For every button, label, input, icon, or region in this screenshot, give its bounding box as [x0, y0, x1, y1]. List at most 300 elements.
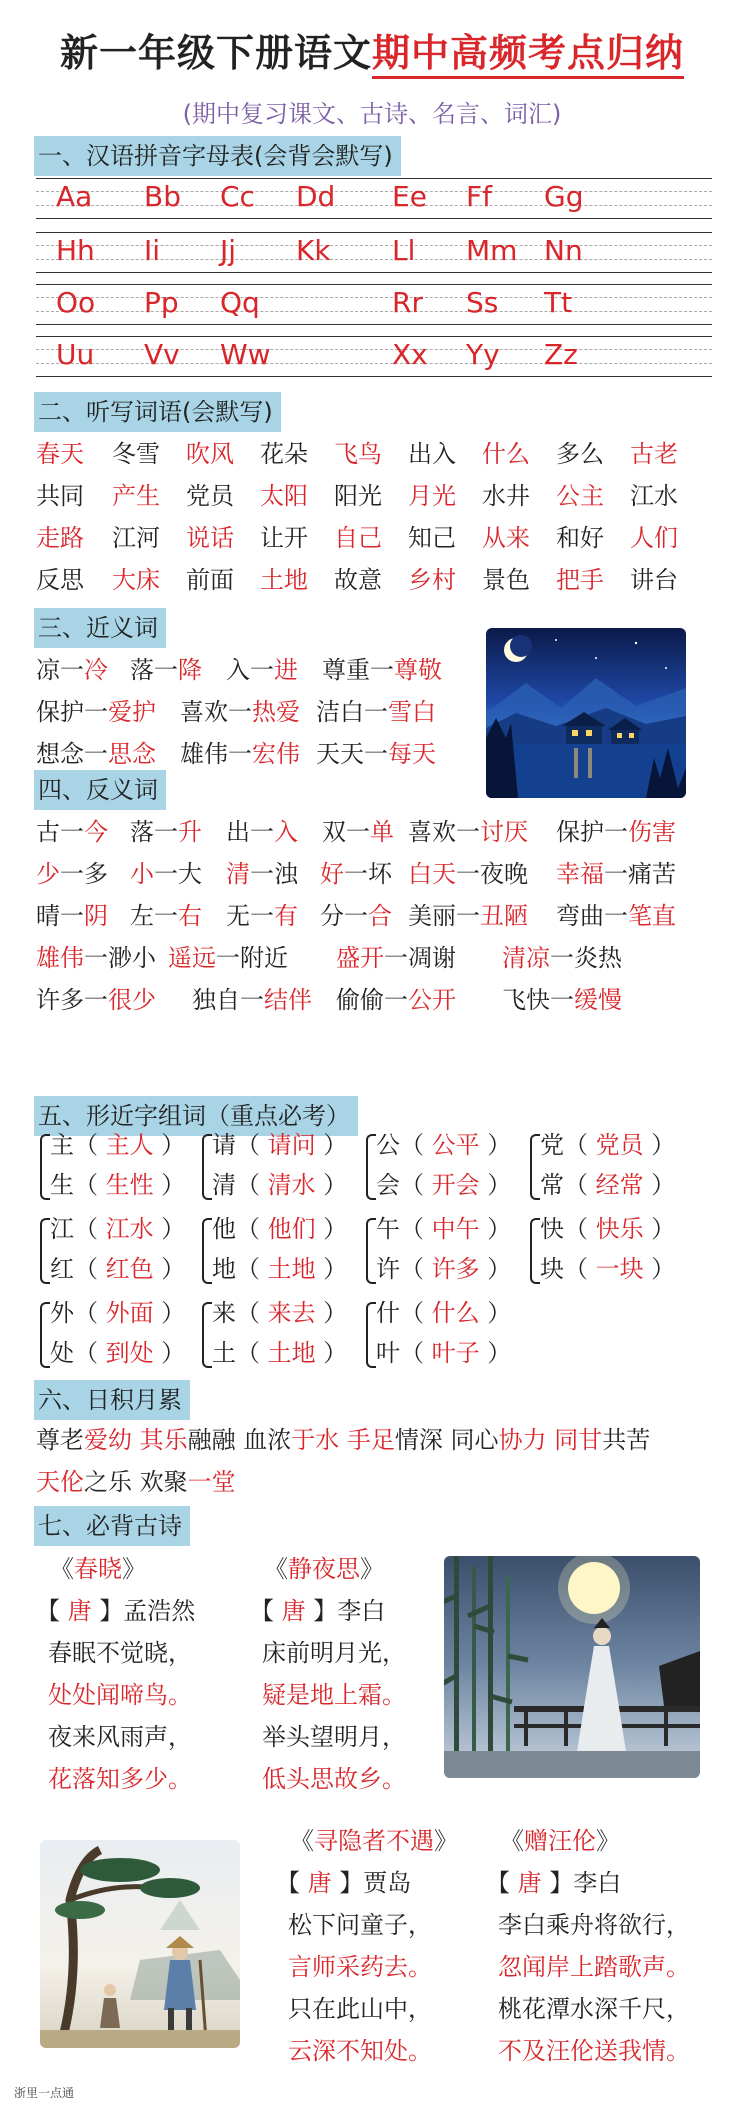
word: 土地 — [260, 566, 308, 594]
antonym-pair — [36, 896, 108, 936]
similar-char-group — [198, 1210, 358, 1290]
synonym-answer: 热爱 — [252, 698, 300, 726]
poem-line: 只在此山中， — [288, 1995, 432, 2023]
pinyin-letter: Ss — [466, 286, 499, 319]
pinyin-letter: Cc — [220, 180, 255, 213]
pinyin-rule — [36, 284, 712, 285]
compound-word: 党员 — [595, 1131, 644, 1159]
paren-open: （ — [74, 1131, 106, 1159]
similar-char-line — [50, 1250, 185, 1288]
antonym-pair — [336, 938, 456, 978]
pinyin-letter: Ii — [144, 234, 161, 267]
synonym-answer: 尊敬 — [394, 656, 442, 684]
antonym-part: 白天 — [408, 860, 456, 888]
similar-char-line — [212, 1294, 347, 1332]
antonym-part: 盛开 — [336, 944, 384, 972]
word: 前面 — [186, 566, 234, 594]
pinyin-guide — [36, 259, 712, 260]
bracket — [40, 1134, 50, 1200]
similar-char-line — [50, 1166, 185, 1204]
pinyin-letter: Bb — [144, 180, 181, 213]
antonym-part: 今 — [84, 818, 108, 846]
similar-char-line — [376, 1126, 511, 1164]
synonym-pair — [322, 650, 442, 690]
pinyin-letter: Ff — [466, 180, 492, 213]
character: 他 — [212, 1215, 236, 1243]
antonym-row — [36, 854, 726, 894]
word: 春天 — [36, 440, 84, 468]
poem-dynasty: 唐 — [300, 1869, 340, 1897]
antonym-part: 一大 — [154, 860, 202, 888]
similar-char-line — [212, 1210, 347, 1248]
pinyin-letter: Pp — [144, 286, 179, 319]
word: 故意 — [334, 566, 382, 594]
antonym-part: 单 — [370, 818, 394, 846]
poem-author-name: 贾岛 — [363, 1869, 412, 1897]
antonym-part: 缓慢 — [574, 986, 622, 1014]
synonym-word: 尊重一 — [322, 656, 394, 684]
pinyin-rule — [36, 232, 712, 233]
section-heading-antonyms: 四、反义词 — [34, 770, 166, 810]
antonym-pair — [556, 854, 676, 894]
idiom-part: 于水 — [291, 1426, 340, 1454]
section-heading-words: 二、听写词语(会默写) — [34, 392, 281, 432]
title-open: 《 — [500, 1827, 524, 1855]
antonym-part: 有 — [274, 902, 298, 930]
paren-open: （ — [564, 1171, 596, 1199]
similar-char-line — [376, 1294, 511, 1332]
similar-char-line — [376, 1166, 511, 1204]
idiom-part: 情深 — [394, 1426, 443, 1454]
poem-author — [36, 1590, 195, 1632]
poem-title — [36, 1548, 195, 1590]
idiom-part: 天伦 — [36, 1468, 84, 1496]
poem-dynasty: 唐 — [60, 1597, 100, 1625]
antonym-part: 美丽一 — [408, 902, 480, 930]
bracket — [40, 1218, 50, 1284]
idiom-part: 其乐 — [139, 1426, 188, 1454]
antonym-part: 弯曲一 — [556, 902, 628, 930]
title-part1: 新一年级下册语文 — [59, 31, 372, 75]
character: 快 — [540, 1215, 564, 1243]
poem-title — [276, 1820, 458, 1862]
synonym-word: 入一 — [226, 656, 274, 684]
antonym-pair — [130, 812, 202, 852]
synonym-row — [36, 650, 476, 690]
poem-title-text: 赠汪伦 — [524, 1827, 596, 1855]
poem-line: 低头思故乡。 — [262, 1765, 406, 1793]
similar-char-line — [50, 1210, 185, 1248]
character: 主 — [50, 1131, 74, 1159]
synonym-word: 凉一 — [36, 656, 84, 684]
antonym-pair — [408, 812, 528, 852]
similar-char-line — [540, 1250, 675, 1288]
antonym-part: 晴一 — [36, 902, 84, 930]
dynasty-open: 【 — [250, 1597, 274, 1625]
poem-line: 桃花潭水深千尺， — [498, 1995, 690, 2023]
title-close: 》 — [434, 1827, 458, 1855]
synonym-pair — [316, 692, 436, 732]
poem-line: 言师采药去。 — [288, 1953, 432, 1981]
paren-open: （ — [236, 1255, 268, 1283]
synonym-pair — [130, 650, 202, 690]
antonym-pair — [36, 980, 156, 1020]
compound-word: 开会 — [431, 1171, 480, 1199]
paren-close: ） — [315, 1299, 348, 1327]
character: 块 — [540, 1255, 564, 1283]
pinyin-row — [36, 232, 712, 274]
synonym-row — [36, 692, 476, 732]
idiom-part: 爱幼 — [84, 1426, 132, 1454]
compound-word: 许多 — [431, 1255, 480, 1283]
character: 来 — [212, 1299, 236, 1327]
character: 土 — [212, 1339, 236, 1367]
compound-word: 请问 — [267, 1131, 316, 1159]
bracket — [366, 1218, 376, 1284]
pinyin-letter: Mm — [466, 234, 518, 267]
paren-open: （ — [400, 1339, 432, 1367]
title-close: 》 — [360, 1555, 384, 1583]
compound-word: 到处 — [105, 1339, 154, 1367]
poem-author-name: 李白 — [573, 1869, 622, 1897]
antonym-part: 入 — [274, 818, 298, 846]
antonym-part: 清凉 — [502, 944, 550, 972]
paren-close: ） — [479, 1171, 512, 1199]
synonym-answer: 宏伟 — [252, 740, 300, 768]
character: 许 — [376, 1255, 400, 1283]
similar-char-line — [376, 1210, 511, 1248]
compound-word: 清水 — [267, 1171, 316, 1199]
word: 出入 — [408, 440, 456, 468]
pinyin-letter: Tt — [544, 286, 573, 319]
antonym-part: 合 — [368, 902, 392, 930]
antonym-part: 好 — [320, 860, 344, 888]
poem-author-name: 李白 — [337, 1597, 386, 1625]
paren-open: （ — [564, 1131, 596, 1159]
paren-open: （ — [236, 1339, 268, 1367]
page-title — [0, 22, 744, 77]
compound-word: 中午 — [431, 1215, 480, 1243]
pinyin-rule — [36, 272, 712, 273]
pinyin-letter: Kk — [296, 234, 331, 267]
pinyin-letter: Yy — [466, 338, 500, 371]
title-close: 》 — [596, 1827, 620, 1855]
paren-open: （ — [74, 1215, 106, 1243]
antonym-part: 落一 — [130, 818, 178, 846]
similar-char-line — [212, 1334, 347, 1372]
paren-open: （ — [74, 1339, 106, 1367]
character: 江 — [50, 1215, 74, 1243]
bracket — [366, 1302, 376, 1368]
pinyin-letter: Ll — [392, 234, 416, 267]
idiom-part: 尊老 — [36, 1426, 84, 1454]
antonym-part: 阴 — [84, 902, 108, 930]
character: 公 — [376, 1131, 400, 1159]
bracket — [202, 1218, 212, 1284]
pinyin-guide — [36, 191, 712, 192]
character: 生 — [50, 1171, 74, 1199]
antonym-part: 一多 — [60, 860, 108, 888]
paren-close: ） — [479, 1339, 512, 1367]
title-open: 《 — [264, 1555, 288, 1583]
idiom-part: 同甘 — [554, 1426, 603, 1454]
antonym-part: 升 — [178, 818, 202, 846]
similar-char-group — [36, 1210, 196, 1290]
compound-word: 红色 — [105, 1255, 154, 1283]
word: 花朵 — [260, 440, 308, 468]
antonym-part: 偷偷一 — [336, 986, 408, 1014]
pinyin-letter: Jj — [220, 234, 237, 267]
antonym-part: 一炎热 — [550, 944, 622, 972]
section-heading-pinyin: 一、汉语拼音字母表(会背会默写) — [34, 136, 401, 176]
word: 江河 — [112, 524, 160, 552]
synonym-word: 落一 — [130, 656, 178, 684]
antonym-part: 幸福 — [556, 860, 604, 888]
similar-char-line — [212, 1126, 347, 1164]
pinyin-letter: Ee — [392, 180, 427, 213]
compound-word: 外面 — [105, 1299, 154, 1327]
word: 江水 — [630, 482, 678, 510]
dynasty-open: 【 — [486, 1869, 510, 1897]
word: 冬雪 — [112, 440, 160, 468]
antonym-pair — [130, 854, 202, 894]
character: 地 — [212, 1255, 236, 1283]
compound-word: 一块 — [595, 1255, 644, 1283]
character: 会 — [376, 1171, 400, 1199]
synonym-word: 保护一 — [36, 698, 108, 726]
antonym-pair — [130, 896, 202, 936]
similar-char-line — [50, 1126, 185, 1164]
synonym-answer: 思念 — [108, 740, 156, 768]
idiom-part: 血浓 — [235, 1426, 292, 1454]
antonym-part: 右 — [178, 902, 202, 930]
antonym-part: 小 — [130, 860, 154, 888]
word: 走路 — [36, 524, 84, 552]
character: 清 — [212, 1171, 236, 1199]
paren-open: （ — [74, 1171, 106, 1199]
antonym-pair — [408, 854, 528, 894]
word: 吹风 — [186, 440, 234, 468]
word-row — [36, 560, 716, 600]
poem-dynasty: 唐 — [274, 1597, 314, 1625]
similar-char-line — [376, 1334, 511, 1372]
synonym-pair — [36, 734, 156, 774]
compound-word: 主人 — [105, 1131, 154, 1159]
word: 反思 — [36, 566, 84, 594]
antonym-pair — [556, 812, 676, 852]
poem-line: 花落知多少。 — [48, 1765, 192, 1793]
antonym-pair — [226, 854, 298, 894]
antonym-part: 飞快一 — [502, 986, 574, 1014]
pinyin-rule — [36, 218, 712, 219]
antonym-part: 一痛苦 — [604, 860, 676, 888]
compound-word: 经常 — [595, 1171, 644, 1199]
dynasty-open: 【 — [276, 1869, 300, 1897]
antonym-part: 结伴 — [264, 986, 312, 1014]
similar-char-group — [362, 1294, 522, 1374]
paren-close: ） — [153, 1299, 186, 1327]
footer-watermark: 浙里一点通 — [14, 2086, 75, 2100]
antonym-row — [36, 980, 726, 1020]
pinyin-letter: Qq — [220, 286, 260, 319]
poem-line: 举头望明月， — [262, 1723, 406, 1751]
pinyin-letter: Rr — [392, 286, 423, 319]
similar-char-line — [540, 1166, 675, 1204]
character: 红 — [50, 1255, 74, 1283]
antonym-part: 讨厌 — [480, 818, 528, 846]
pinyin-letter: Uu — [56, 338, 95, 371]
dynasty-close: 】 — [99, 1597, 124, 1625]
antonym-pair — [226, 812, 298, 852]
title-open: 《 — [290, 1827, 314, 1855]
antonym-part: 少 — [36, 860, 60, 888]
poem-line: 云深不知处。 — [288, 2037, 432, 2065]
idiom-row — [36, 1462, 236, 1502]
synonym-answer: 每天 — [388, 740, 436, 768]
pinyin-letter: Zz — [544, 338, 578, 371]
antonym-pair — [336, 980, 456, 1020]
similar-char-line — [50, 1334, 185, 1372]
pinyin-guide — [36, 245, 712, 246]
compound-word: 快乐 — [595, 1215, 644, 1243]
page-subtitle: (期中复习课文、古诗、名言、词汇) — [182, 100, 562, 128]
paren-open: （ — [236, 1299, 268, 1327]
word: 党员 — [186, 482, 234, 510]
idiom-part: 融融 — [187, 1426, 236, 1454]
paren-close: ） — [643, 1131, 676, 1159]
word: 人们 — [630, 524, 678, 552]
similar-char-line — [212, 1250, 347, 1288]
antonym-part: 喜欢一 — [408, 818, 480, 846]
compound-word: 公平 — [431, 1131, 480, 1159]
synonym-word: 天天一 — [316, 740, 388, 768]
paren-close: ） — [153, 1255, 186, 1283]
idiom-part: 手足 — [346, 1426, 395, 1454]
synonym-word: 喜欢一 — [180, 698, 252, 726]
word: 太阳 — [260, 482, 308, 510]
poem-line: 夜来风雨声， — [48, 1723, 192, 1751]
paren-close: ） — [479, 1215, 512, 1243]
pinyin-letter: Xx — [392, 338, 428, 371]
idiom-part — [339, 1426, 347, 1454]
similar-char-group — [36, 1126, 196, 1206]
antonym-part: 伤害 — [628, 818, 676, 846]
pinyin-rule — [36, 336, 712, 337]
bracket — [40, 1302, 50, 1368]
word: 共同 — [36, 482, 84, 510]
paren-open: （ — [236, 1131, 268, 1159]
poem-author-name: 孟浩然 — [123, 1597, 196, 1625]
poem-title-text: 寻隐者不遇 — [314, 1827, 434, 1855]
antonym-pair — [502, 938, 622, 978]
antonym-pair — [168, 938, 288, 978]
antonym-part: 雄伟 — [36, 944, 84, 972]
antonym-part: 一附近 — [216, 944, 288, 972]
paren-open: （ — [400, 1215, 432, 1243]
poem-line: 不及汪伦送我情。 — [498, 2037, 690, 2065]
antonym-pair — [192, 980, 312, 1020]
pinyin-letter: Oo — [56, 286, 96, 319]
paren-close: ） — [153, 1171, 186, 1199]
paren-close: ） — [315, 1215, 348, 1243]
idiom-part: 协力 — [498, 1426, 547, 1454]
poem-line: 床前明月光， — [262, 1639, 406, 1667]
poem-author — [276, 1862, 458, 1904]
poem-line: 松下问童子， — [288, 1911, 432, 1939]
similar-char-group — [526, 1210, 686, 1290]
pinyin-rule — [36, 324, 712, 325]
dynasty-close: 】 — [549, 1869, 574, 1897]
moon-scholar-image — [444, 1556, 700, 1778]
paren-open: （ — [236, 1171, 268, 1199]
similar-char-group — [36, 1294, 196, 1374]
compound-word: 什么 — [431, 1299, 480, 1327]
paren-open: （ — [400, 1255, 432, 1283]
bracket — [530, 1134, 540, 1200]
poem-author — [250, 1590, 406, 1632]
paren-close: ） — [153, 1215, 186, 1243]
similar-char-line — [540, 1210, 675, 1248]
synonym-answer: 雪白 — [388, 698, 436, 726]
word: 自己 — [334, 524, 382, 552]
synonym-pair — [180, 734, 300, 774]
paren-close: ） — [153, 1131, 186, 1159]
paren-open: （ — [74, 1255, 106, 1283]
similar-char-line — [50, 1294, 185, 1332]
paren-close: ） — [479, 1255, 512, 1283]
pinyin-row — [36, 178, 712, 220]
similar-char-group — [198, 1126, 358, 1206]
synonym-word: 雄伟一 — [180, 740, 252, 768]
pinyin-rule — [36, 178, 712, 179]
compound-word: 土地 — [267, 1255, 316, 1283]
antonym-part: 清 — [226, 860, 250, 888]
word: 大床 — [112, 566, 160, 594]
antonym-part: 一夜晚 — [456, 860, 528, 888]
pine-hermit-image — [40, 1840, 240, 2048]
antonym-part: 笔直 — [628, 902, 676, 930]
pinyin-guide — [36, 297, 712, 298]
paren-close: ） — [643, 1255, 676, 1283]
pinyin-guide — [36, 311, 712, 312]
compound-word: 叶子 — [431, 1339, 480, 1367]
character: 什 — [376, 1299, 400, 1327]
antonym-part: 丑陋 — [480, 902, 528, 930]
synonym-pair — [36, 650, 108, 690]
poem — [486, 1820, 690, 2072]
synonym-answer: 进 — [274, 656, 298, 684]
antonym-pair — [408, 896, 528, 936]
antonym-part: 无一 — [226, 902, 274, 930]
pinyin-guide — [36, 349, 712, 350]
antonym-part: 一凋谢 — [384, 944, 456, 972]
antonym-part: 一渺小 — [84, 944, 156, 972]
synonym-word: 想念一 — [36, 740, 108, 768]
pinyin-guide — [36, 363, 712, 364]
idiom-part: 之乐 欢聚 — [84, 1468, 188, 1496]
word: 飞鸟 — [334, 440, 382, 468]
paren-close: ） — [315, 1171, 348, 1199]
synonym-answer: 爱护 — [108, 698, 156, 726]
word-row — [36, 476, 716, 516]
bracket — [530, 1218, 540, 1284]
pinyin-guide — [36, 205, 712, 206]
poem-title-text: 春晓 — [74, 1555, 122, 1583]
dynasty-close: 】 — [339, 1869, 364, 1897]
antonym-row — [36, 938, 726, 978]
similar-char-group — [362, 1210, 522, 1290]
pinyin-letter: Nn — [544, 234, 583, 267]
